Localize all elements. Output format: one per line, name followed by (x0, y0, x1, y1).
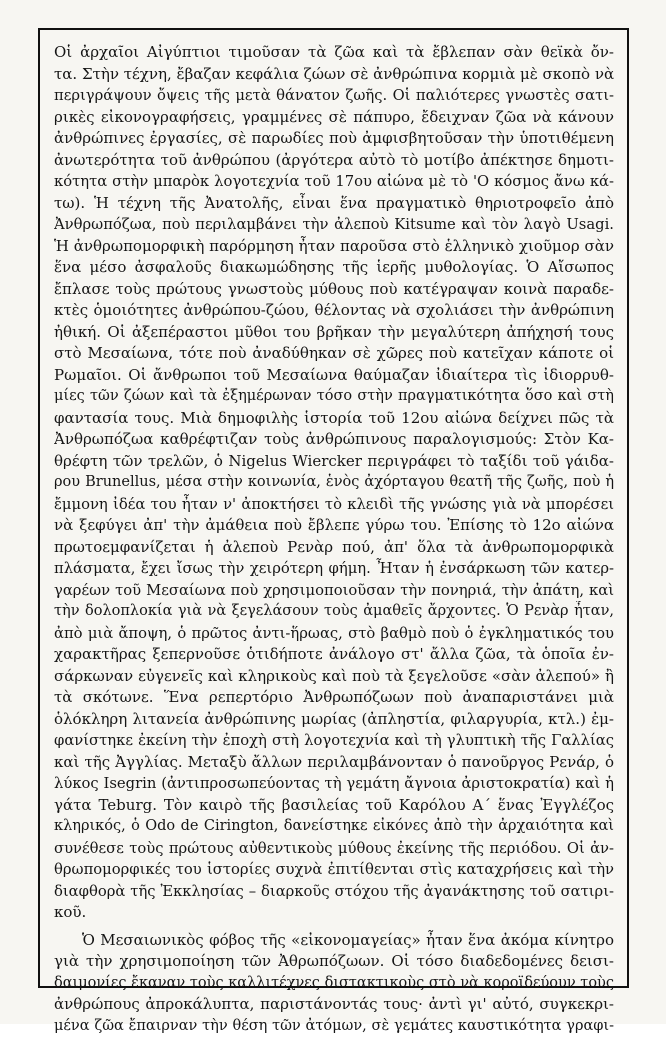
text-line: ρικὲς εἰκονογραφήσεις, γραμμένες σὲ πάπυρο, ἔδειχναν ζῶα νὰ κάνουν (54, 107, 614, 129)
text-line: Οἱ ἀρχαῖοι Αἰγύπτιοι τιμοῦσαν τὰ ζῶα καὶ τὰ ἔβλεπαν σὰν θεϊκὰ ὄν- (54, 42, 614, 64)
text-line: Ρωμαῖοι. Οἱ ἄνθρωποι τοῦ Μεσαίωνα θαύμαζαν ἰδιαίτερα τὶς ἰδιορρυθ- (54, 365, 614, 387)
text-line: ἕνα μέσο ἀσφαλοῦς διακωμώδησης τῆς ἱερῆς μυθολογίας. Ὁ Αἴσωπος (54, 257, 614, 279)
text-line: πρωτοεμφανίζεται ἡ ἀλεποὺ Ρενὰρ πού, ἀπ' ὅλα τὰ ἀνθρωπομορφικὰ (54, 537, 614, 559)
text-line: τα. Στὴν τέχνη, ἔβαζαν κεφάλια ζώων σὲ ἀνθρώπινα κορμιὰ μὲ σκοπὸ νὰ (54, 64, 614, 86)
text-line: ἀνθρώπινες ἐργασίες, σὲ παρωδίες ποὺ ἀμφισβητοῦσαν τὴν ὑποτιθέμενη (54, 128, 614, 150)
text-line: Ἀνθρωπόζωα, ποὺ περιλαμβάνει τὴν ἀλεποὺ Kitsume καὶ τὸν λαγὸ Usagi. (54, 214, 614, 236)
text-line: σάρκωναν εὐγενεῖς καὶ κληρικοὺς καὶ ποὺ τὰ ξεγελοῦσε «σὰν ἀλεπού» ἢ (54, 666, 614, 688)
text-line: Ἡ ἀνθρωπομορφικὴ παρόρμηση ἦταν παροῦσα στὸ ἑλληνικὸ χιοῦμορ σὰν (54, 236, 614, 258)
text-line: διαφθορὰ τῆς Ἐκκλησίας – διαρκοῦς στόχου τῆς ἀγανάκτησης τοῦ σατιρι- (54, 881, 614, 903)
text-line: μένα ζῶα ἔπαιρναν τὴν θέση τῶν ἀτόμων, σὲ γεμάτες καυστικότητα γραφι- (54, 1016, 614, 1037)
paragraph (54, 930, 614, 1037)
text-line: δαιμονίες ἔκαναν τοὺς καλλιτέχνες διστακτικοὺς στὸ νὰ κοροϊδεύουν τοὺς (54, 973, 614, 995)
text-line: φαντασία τους. Μιὰ δημοφιλὴς ἱστορία τοῦ 12ου αἰώνα δείχνει πῶς τὰ (54, 408, 614, 430)
text-line: θρέφτη τῶν τρελῶν, ὁ Nigelus Wiercker περιγράφει τὸ ταξίδι τοῦ γάιδα- (54, 451, 614, 473)
text-line: Ἀνθρωπόζωα καθρέφτιζαν τοὺς ἀνθρώπινους παραλογισμούς: Στὸν Κα- (54, 429, 614, 451)
text-line: γιὰ τὴν χρησιμοποίηση τῶν Ἀθρωπόζωων. Οἱ τόσο διαδεδομένες δεισι- (54, 951, 614, 973)
text-line: ἀνωτερότητα τοῦ ἀνθρώπου (ἀργότερα αὐτὸ τὸ μοτίβο ἀπέκτησε δημοτι- (54, 150, 614, 172)
text-line: γαρέων τοῦ Μεσαίωνα ποὺ χρησιμοποιοῦσαν τὴν πονηριά, τὴν ἀπάτη, καὶ (54, 580, 614, 602)
text-line: θρωπομορφικές του ἱστορίες συχνὰ ἐπιτίθενται στὶς καταχρήσεις καὶ τὴν (54, 859, 614, 881)
text-line: στὸ Μεσαίωνα, τότε ποὺ ἀναδύθηκαν σὲ χῶρες ποὺ κατεῖχαν κάποτε οἱ (54, 343, 614, 365)
text-line: ἀνθρώπους ἀπροκάλυπτα, παριστάνοντάς τους· ἀντὶ γι' αὐτό, συγκεκρι- (54, 994, 614, 1016)
text-line: ὁλόκληρη λιτανεία ἀνθρώπινης μωρίας (ἀπληστία, φιλαργυρία, κτλ.) ἐμ- (54, 709, 614, 731)
text-line: μίες τῶν ζώων καὶ τὰ ἐξημέρωναν τόσο στὴν πραγματικότητα ὅσο καὶ στὴ (54, 386, 614, 408)
text-line: χαρακτῆρας ξεπερνοῦσε ὁτιδήποτε ἀνάλογο στ' ἄλλα ζῶα, τὰ ὁποῖα ἐν- (54, 644, 614, 666)
text-line: λύκος Isegrin (ἀντιπροσωπεύοντας τὴ γεμάτη ἄγνοια ἀριστοκρατία) καὶ ἡ (54, 773, 614, 795)
text-line: περιγράψουν ὄψεις τῆς μετὰ θάνατον ζωῆς. Οἱ παλιότερες γνωστὲς σατι- (54, 85, 614, 107)
text-line: κοῦ. (54, 902, 614, 924)
text-line: ἠθική. Οἱ ἀξεπέραστοι μῦθοι του βρῆκαν τὴν μεγαλύτερη ἀπήχησή τους (54, 322, 614, 344)
text-line: κτὲς ὁμοιότητες ἀνθρώπου-ζώου, θέλοντας νὰ σχολιάσει τὴν ἀνθρώπινη (54, 300, 614, 322)
paragraph (54, 42, 614, 924)
body-text (54, 42, 614, 1037)
text-line: κότητα στὴν μπαρὸκ λογοτεχνία τοῦ 17ου αἰώνα μὲ τὸ 'Ο κόσμος ἄνω κά- (54, 171, 614, 193)
text-line: τω). Ἡ τέχνη τῆς Ἀνατολῆς, εἶναι ἕνα πραγματικὸ θηριοτροφεῖο ἀπὸ (54, 193, 614, 215)
text-line: φανίστηκε ἐκείνη τὴν ἐποχὴ στὴ λογοτεχνία καὶ τὴ γλυπτικὴ τῆς Γαλλίας (54, 730, 614, 752)
text-line: γάτα Teburg. Τὸν καιρὸ τῆς βασιλείας τοῦ Καρόλου Α΄ ἕνας Ἐγγλέζος (54, 795, 614, 817)
text-line: καὶ τῆς Ἀγγλίας. Μεταξὺ ἄλλων περιλαμβάνονταν ὁ πανοῦργος Ρενάρ, ὁ (54, 752, 614, 774)
text-line: κληρικός, ὁ Odo de Cirington, δανείστηκε εἰκόνες ἀπὸ τὴν ἀρχαιότητα καὶ (54, 816, 614, 838)
text-line: ἔμμονη ἰδέα του ἦταν ν' ἀποκτήσει τὸ κλειδὶ τῆς γνώσης γιὰ νὰ μπορέσει (54, 494, 614, 516)
text-line: τὰ σκότωνε. Ἕνα ρεπερτόριο Ἀνθρωπόζωων ποὺ ἀναπαριστάνει μιὰ (54, 687, 614, 709)
text-line: ἀπὸ μιὰ ἄποψη, ὁ πρῶτος ἀντι-ἥρωας, στὸ βαθμὸ ποὺ ὁ ἐγκληματικός του (54, 623, 614, 645)
text-line: ρου Brunellus, μέσα στὴν κοινωνία, ἑνὸς ἀχόρταγου θεατῆ τῆς ζωῆς, ποὺ ἡ (54, 472, 614, 494)
text-line: Ὁ Μεσαιωνικὸς φόβος τῆς «εἰκονομαγείας» ἦταν ἕνα ἀκόμα κίνητρο (54, 930, 614, 952)
text-line: συνέθεσε τοὺς πρώτους αὐθεντικοὺς μύθους ἐκείνης τῆς περιόδου. Οἱ ἀν- (54, 838, 614, 860)
text-line: πλάσματα, ἔχει ἴσως τὴν χειρότερη φήμη. Ἦταν ἡ ἐνσάρκωση τῶν κατερ- (54, 558, 614, 580)
text-line: ἔπλασε τοὺς πρώτους γνωστοὺς μύθους ποὺ κατέγραψαν κοινὰ παραδε- (54, 279, 614, 301)
text-line: τὴν δολοπλοκία γιὰ νὰ ξεγελάσουν τοὺς ἀμαθεῖς ἄρχοντες. Ὁ Ρενὰρ ἦταν, (54, 601, 614, 623)
text-line: νὰ ξεφύγει ἀπ' τὴν ἀμάθεια ποὺ ἔβλεπε γύρω του. Ἐπίσης τὸ 12ο αἰώνα (54, 515, 614, 537)
